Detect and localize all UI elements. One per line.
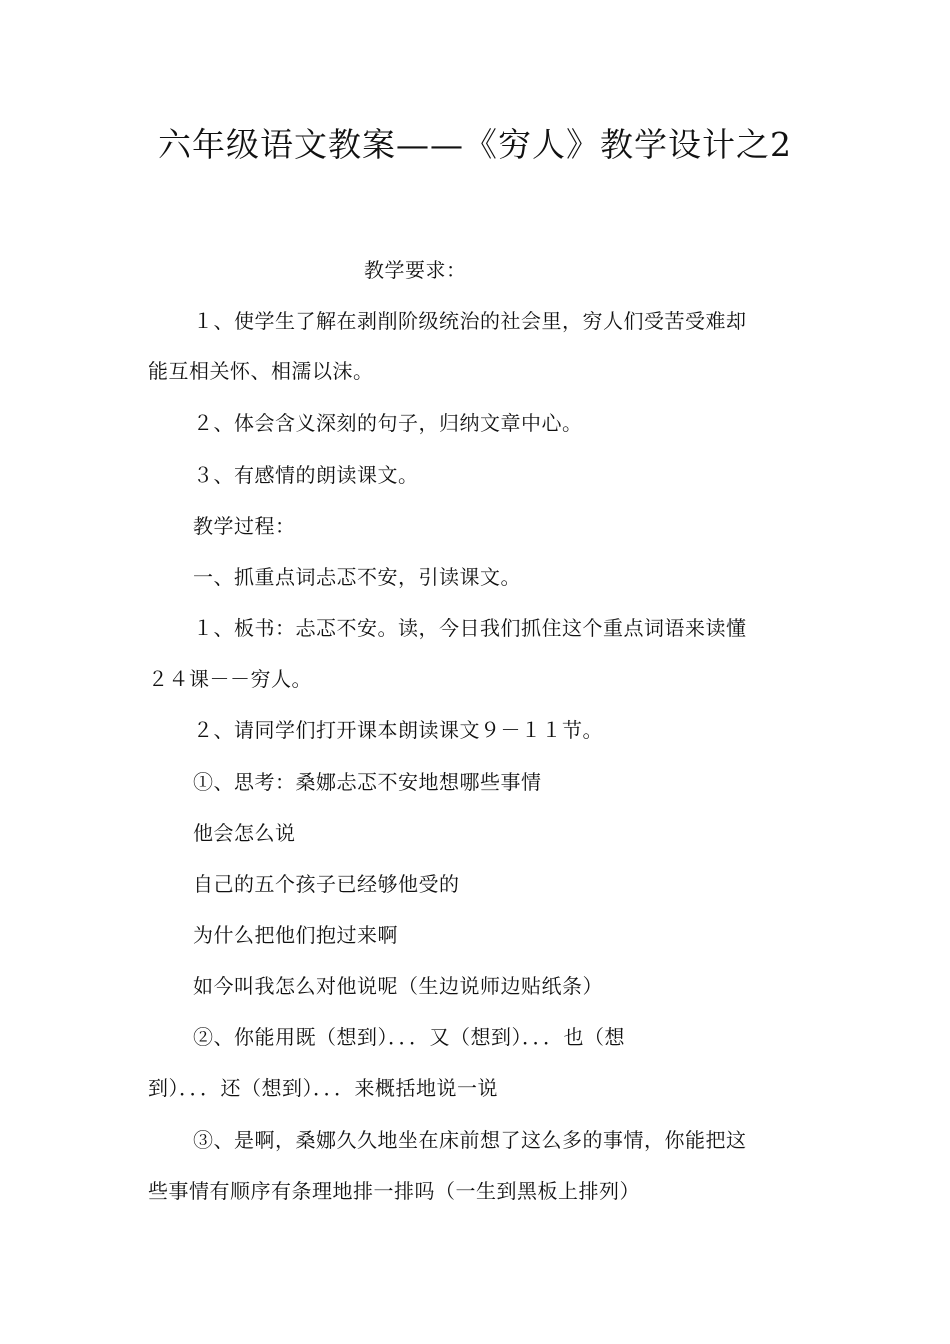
paragraph-line: 为什么把他们抱过来啊 xyxy=(193,923,398,947)
paragraph-line: ２、请同学们打开课本朗读课文９－１１节。 xyxy=(193,718,603,742)
paragraph-line: ２、体会含义深刻的句子，归纳文章中心。 xyxy=(193,411,583,435)
paragraph-line: ①、思考：桑娜忐忑不安地想哪些事情 xyxy=(193,770,542,794)
paragraph-line: 些事情有顺序有条理地排一排吗（一生到黑板上排列） xyxy=(148,1179,640,1203)
paragraph-line: １、板书：忐忑不安。读，今日我们抓住这个重点词语来读懂 xyxy=(193,616,747,640)
paragraph-line: 自己的五个孩子已经够他受的 xyxy=(193,872,460,896)
paragraph-line: 教学要求： xyxy=(364,258,467,282)
paragraph-line: ３、有感情的朗读课文。 xyxy=(193,463,419,487)
document-title: 六年级语文教案——《穷人》教学设计之2 xyxy=(158,125,792,164)
paragraph-line: 如今叫我怎么对他说呢（生边说师边贴纸条） xyxy=(193,974,603,998)
paragraph-line: 教学过程： xyxy=(193,514,296,538)
paragraph-line: 他会怎么说 xyxy=(193,821,296,845)
paragraph-line: ③、是啊，桑娜久久地坐在床前想了这么多的事情，你能把这 xyxy=(193,1128,747,1152)
paragraph-line: １、使学生了解在剥削阶级统治的社会里，穷人们受苦受难却 xyxy=(193,309,747,333)
paragraph-line: ②、你能用既（想到）．．．又（想到）．．．也（想 xyxy=(193,1025,625,1049)
paragraph-line: ２４课－－穷人。 xyxy=(148,667,312,691)
paragraph-line: 能互相关怀、相濡以沫。 xyxy=(148,359,374,383)
paragraph-line: 一、抓重点词忐忑不安，引读课文。 xyxy=(193,565,521,589)
paragraph-line: 到）．．．还（想到）．．．来概括地说一说 xyxy=(148,1076,498,1100)
